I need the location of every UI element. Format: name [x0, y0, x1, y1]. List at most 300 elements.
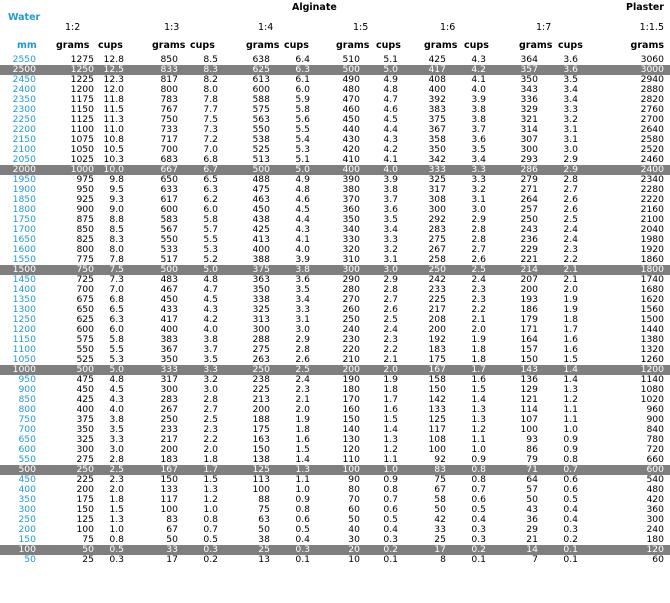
- value-cell: 238: [252, 375, 270, 385]
- value-cell: 138: [252, 455, 270, 465]
- value-cell: 8: [440, 555, 446, 565]
- value-cell: 260: [342, 305, 360, 315]
- value-cell: 2.7: [471, 245, 486, 255]
- value-cell: 12.0: [103, 85, 124, 95]
- value-cell: 300: [76, 445, 94, 455]
- water-mm-cell: 1500: [0, 265, 40, 275]
- table-row: [0, 465, 670, 475]
- value-cell: 1.5: [109, 505, 124, 515]
- value-cell: 6.5: [203, 175, 218, 185]
- value-cell: 3.6: [538, 65, 578, 75]
- value-cell: 0.2: [203, 555, 218, 565]
- value-cell: 2.2: [471, 305, 486, 315]
- value-cell: 2.5: [383, 315, 398, 325]
- water-mm-cell: 1750: [12, 215, 36, 225]
- value-cell: 2.8: [383, 285, 398, 295]
- value-cell: 1.3: [203, 485, 218, 495]
- value-cell: 2.9: [471, 215, 486, 225]
- value-cell: 1.7: [446, 365, 486, 375]
- value-cell: 0.7: [471, 485, 486, 495]
- value-cell: 8.0: [109, 245, 124, 255]
- value-cell: 4.8: [109, 375, 124, 385]
- value-cell: 100: [160, 505, 178, 515]
- value-cell: 11.0: [103, 125, 124, 135]
- value-cell: 1.1: [471, 435, 486, 445]
- alginate-title: Alginate: [292, 2, 337, 13]
- value-cell: 317: [428, 185, 446, 195]
- value-cell: 2.0: [203, 445, 218, 455]
- value-cell: 100: [310, 465, 360, 475]
- value-cell: 213: [252, 395, 270, 405]
- mm-label: mm: [17, 40, 37, 51]
- table-row: [0, 415, 670, 425]
- value-cell: 1.1: [563, 415, 578, 425]
- value-cell: 1200: [578, 365, 670, 375]
- value-cell: 107: [520, 415, 538, 425]
- water-mm-cell: 1600: [12, 245, 36, 255]
- value-cell: 183: [160, 455, 178, 465]
- value-cell: 600: [76, 325, 94, 335]
- water-mm-cell: 2550: [12, 55, 36, 65]
- value-cell: 3.4: [563, 95, 578, 105]
- value-cell: 267: [160, 405, 178, 415]
- value-cell: 817: [160, 75, 178, 85]
- value-cell: 321: [520, 115, 538, 125]
- value-cell: 450: [252, 205, 270, 215]
- table-row: [0, 265, 670, 275]
- value-cell: 2.4: [563, 235, 578, 245]
- value-cell: 2.4: [563, 225, 578, 235]
- value-cell: 25: [218, 545, 270, 555]
- value-cell: 1.2: [383, 445, 398, 455]
- table-row: [0, 425, 670, 435]
- value-cell: 3.3: [563, 105, 578, 115]
- value-cell: 925: [76, 195, 94, 205]
- value-cell: 133: [428, 405, 446, 415]
- value-cell: 1000: [40, 165, 94, 175]
- value-cell: 4.9: [383, 75, 398, 85]
- value-cell: 80: [348, 485, 360, 495]
- value-cell: 275: [252, 345, 270, 355]
- value-cell: 450: [342, 115, 360, 125]
- value-cell: 20: [310, 545, 360, 555]
- value-cell: 10.3: [103, 155, 124, 165]
- water-mm-cell: 400: [18, 485, 36, 495]
- value-cell: 3000: [578, 65, 670, 75]
- value-cell: 3.3: [178, 365, 218, 375]
- value-cell: 220: [342, 345, 360, 355]
- value-cell: 3.4: [295, 295, 310, 305]
- value-cell: 200: [160, 445, 178, 455]
- value-cell: 242: [428, 275, 446, 285]
- value-cell: 5.6: [295, 115, 310, 125]
- ratio-table: [0, 55, 670, 565]
- water-title: Water: [8, 12, 41, 23]
- value-cell: 4.2: [446, 65, 486, 75]
- table-row: [0, 185, 670, 195]
- value-cell: 288: [252, 335, 270, 345]
- value-cell: 314: [520, 125, 538, 135]
- value-cell: 350: [520, 75, 538, 85]
- value-cell: 2.1: [295, 395, 310, 405]
- water-mm-cell: 500: [0, 465, 40, 475]
- value-cell: 1.0: [563, 425, 578, 435]
- value-cell: 3.1: [471, 195, 486, 205]
- value-cell: 50: [166, 535, 178, 545]
- value-cell: 6.4: [295, 55, 310, 65]
- value-cell: 513: [252, 155, 270, 165]
- value-cell: 7.5: [94, 265, 124, 275]
- water-mm-cell: 1300: [12, 305, 36, 315]
- value-cell: 550: [160, 235, 178, 245]
- value-cell: 350: [252, 285, 270, 295]
- value-cell: 240: [646, 525, 664, 535]
- grams-header: grams: [56, 40, 90, 51]
- value-cell: 2.9: [563, 155, 578, 165]
- value-cell: 4.1: [383, 155, 398, 165]
- value-cell: 230: [342, 335, 360, 345]
- value-cell: 3.2: [383, 245, 398, 255]
- value-cell: 2880: [640, 85, 664, 95]
- value-cell: 3.6: [295, 275, 310, 285]
- value-cell: 4.2: [383, 145, 398, 155]
- value-cell: 2.5: [270, 365, 310, 375]
- value-cell: 450: [76, 385, 94, 395]
- table-row: [0, 455, 670, 465]
- value-cell: 0.8: [446, 465, 486, 475]
- value-cell: 400: [310, 165, 360, 175]
- value-cell: 50: [434, 505, 446, 515]
- value-cell: 2580: [640, 135, 664, 145]
- value-cell: 0.5: [471, 505, 486, 515]
- value-cell: 3.8: [270, 265, 310, 275]
- value-cell: 11.8: [103, 95, 124, 105]
- value-cell: 1.2: [471, 425, 486, 435]
- value-cell: 533: [160, 245, 178, 255]
- value-cell: 2.3: [109, 475, 124, 485]
- value-cell: 5.1: [295, 155, 310, 165]
- value-cell: 208: [428, 315, 446, 325]
- value-cell: 257: [520, 205, 538, 215]
- value-cell: 0.2: [360, 545, 398, 555]
- table-row: [0, 395, 670, 405]
- value-cell: 325: [76, 435, 94, 445]
- value-cell: 283: [428, 225, 446, 235]
- value-cell: 3.8: [471, 115, 486, 125]
- value-cell: 300: [520, 145, 538, 155]
- value-cell: 6.2: [203, 195, 218, 205]
- value-cell: 1.6: [563, 335, 578, 345]
- value-cell: 0.8: [203, 515, 218, 525]
- value-cell: 1225: [70, 75, 94, 85]
- table-row: [0, 165, 670, 175]
- value-cell: 750: [160, 115, 178, 125]
- value-cell: 1.5: [471, 385, 486, 395]
- table-row: [0, 105, 670, 115]
- value-cell: 307: [520, 135, 538, 145]
- table-row: [0, 85, 670, 95]
- value-cell: 2.4: [383, 325, 398, 335]
- value-cell: 2520: [640, 145, 664, 155]
- value-cell: 64: [526, 475, 538, 485]
- water-mm-cell: 2200: [12, 125, 36, 135]
- value-cell: 2820: [640, 95, 664, 105]
- water-mm-cell: 1900: [12, 185, 36, 195]
- value-cell: 5.0: [94, 365, 124, 375]
- value-cell: 780: [646, 435, 664, 445]
- value-cell: 1050: [70, 145, 94, 155]
- value-cell: 310: [342, 255, 360, 265]
- value-cell: 4.8: [383, 85, 398, 95]
- cups-header: cups: [284, 40, 309, 51]
- value-cell: 2.0: [471, 325, 486, 335]
- value-cell: 120: [578, 545, 670, 555]
- value-cell: 30: [348, 535, 360, 545]
- grams-header: grams: [424, 40, 458, 51]
- value-cell: 4.8: [203, 275, 218, 285]
- value-cell: 1.8: [471, 355, 486, 365]
- value-cell: 188: [252, 415, 270, 425]
- value-cell: 6.3: [203, 185, 218, 195]
- value-cell: 3.2: [471, 185, 486, 195]
- value-cell: 210: [342, 355, 360, 365]
- value-cell: 2100: [640, 215, 664, 225]
- value-cell: 50: [348, 515, 360, 525]
- table-row: [0, 225, 670, 235]
- value-cell: 183: [428, 345, 446, 355]
- value-cell: 5.2: [203, 255, 218, 265]
- value-cell: 1.1: [295, 475, 310, 485]
- value-cell: 3.9: [471, 95, 486, 105]
- value-cell: 60: [652, 555, 664, 565]
- water-mm-cell: 2000: [0, 165, 40, 175]
- value-cell: 17: [166, 555, 178, 565]
- value-cell: 150: [428, 385, 446, 395]
- value-cell: 3.6: [471, 135, 486, 145]
- table-row: [0, 335, 670, 345]
- value-cell: 125: [76, 515, 94, 525]
- value-cell: 2.8: [471, 225, 486, 235]
- value-cell: 367: [428, 125, 446, 135]
- value-cell: 3.5: [295, 285, 310, 295]
- value-cell: 267: [428, 245, 446, 255]
- value-cell: 0.6: [383, 505, 398, 515]
- water-mm-cell: 1000: [0, 365, 40, 375]
- value-cell: 600: [252, 85, 270, 95]
- value-cell: 0.6: [295, 515, 310, 525]
- value-cell: 7.0: [109, 285, 124, 295]
- value-cell: 1.3: [471, 415, 486, 425]
- table-row: [0, 535, 670, 545]
- water-mm-cell: 1350: [12, 295, 36, 305]
- value-cell: 190: [342, 375, 360, 385]
- value-cell: 525: [252, 145, 270, 155]
- value-cell: 121: [520, 395, 538, 405]
- value-cell: 480: [646, 485, 664, 495]
- value-cell: 2.4: [471, 275, 486, 285]
- value-cell: 1.8: [295, 425, 310, 435]
- value-cell: 250: [342, 315, 360, 325]
- value-cell: 5.8: [295, 105, 310, 115]
- table-row: [0, 435, 670, 445]
- value-cell: 510: [342, 55, 360, 65]
- value-cell: 100: [252, 485, 270, 495]
- value-cell: 271: [520, 185, 538, 195]
- value-cell: 1.5: [563, 355, 578, 365]
- value-cell: 60: [348, 505, 360, 515]
- value-cell: 8.3: [109, 235, 124, 245]
- value-cell: 3.1: [383, 255, 398, 265]
- water-mm-cell: 750: [18, 415, 36, 425]
- value-cell: 5.0: [178, 265, 218, 275]
- value-cell: 300: [160, 385, 178, 395]
- value-cell: 75: [258, 505, 270, 515]
- value-cell: 150: [160, 475, 178, 485]
- value-cell: 175: [252, 425, 270, 435]
- value-cell: 3.6: [383, 205, 398, 215]
- value-cell: 180: [646, 535, 664, 545]
- value-cell: 250: [160, 415, 178, 425]
- value-cell: 0.9: [563, 445, 578, 455]
- value-cell: 4.3: [383, 135, 398, 145]
- value-cell: 540: [646, 475, 664, 485]
- water-mm-cell: 900: [18, 385, 36, 395]
- value-cell: 157: [520, 345, 538, 355]
- grams-header: grams: [630, 40, 664, 51]
- value-cell: 2.5: [94, 465, 124, 475]
- value-cell: 50: [40, 545, 94, 555]
- value-cell: 550: [252, 125, 270, 135]
- value-cell: 450: [160, 295, 178, 305]
- value-cell: 567: [160, 225, 178, 235]
- value-cell: 1.8: [203, 455, 218, 465]
- value-cell: 3.5: [203, 355, 218, 365]
- value-cell: 136: [520, 375, 538, 385]
- value-cell: 900: [646, 415, 664, 425]
- table-row: [0, 205, 670, 215]
- water-mm-cell: 1400: [12, 285, 36, 295]
- value-cell: 300: [428, 205, 446, 215]
- value-cell: 117: [160, 495, 178, 505]
- value-cell: 250: [520, 215, 538, 225]
- value-cell: 3.0: [295, 325, 310, 335]
- value-cell: 214: [486, 265, 538, 275]
- value-cell: 600: [160, 205, 178, 215]
- value-cell: 75: [434, 475, 446, 485]
- value-cell: 217: [428, 305, 446, 315]
- table-row: [0, 515, 670, 525]
- value-cell: 1.0: [360, 465, 398, 475]
- water-mm-cell: 50: [24, 555, 36, 565]
- value-cell: 1.2: [563, 395, 578, 405]
- value-cell: 2.0: [109, 485, 124, 495]
- table-row: [0, 555, 670, 565]
- value-cell: 370: [342, 195, 360, 205]
- value-cell: 0.2: [446, 545, 486, 555]
- value-cell: 2.2: [383, 345, 398, 355]
- value-cell: 4.9: [295, 175, 310, 185]
- value-cell: 1.3: [109, 515, 124, 525]
- value-cell: 633: [160, 185, 178, 195]
- cups-header: cups: [558, 40, 583, 51]
- value-cell: 525: [76, 355, 94, 365]
- value-cell: 3.3: [471, 175, 486, 185]
- value-cell: 800: [160, 85, 178, 95]
- cups-header: cups: [98, 40, 123, 51]
- ratio-label: 1:5: [353, 22, 369, 33]
- table-row: [0, 285, 670, 295]
- value-cell: 417: [160, 315, 178, 325]
- value-cell: 1860: [640, 255, 664, 265]
- value-cell: 6.8: [109, 295, 124, 305]
- value-cell: 1680: [640, 285, 664, 295]
- value-cell: 292: [428, 215, 446, 225]
- table-row: [0, 355, 670, 365]
- value-cell: 200: [76, 485, 94, 495]
- value-cell: 0.7: [538, 465, 578, 475]
- value-cell: 3.5: [471, 145, 486, 155]
- value-cell: 233: [428, 285, 446, 295]
- value-cell: 5.3: [295, 145, 310, 155]
- value-cell: 170: [342, 395, 360, 405]
- value-cell: 367: [160, 345, 178, 355]
- value-cell: 333: [124, 365, 178, 375]
- value-cell: 338: [252, 295, 270, 305]
- value-cell: 25: [434, 535, 446, 545]
- table-body: [0, 55, 670, 565]
- table-row: [0, 485, 670, 495]
- value-cell: 308: [428, 195, 446, 205]
- value-cell: 1440: [640, 325, 664, 335]
- value-cell: 100: [76, 525, 94, 535]
- table-row: [0, 505, 670, 515]
- value-cell: 3.3: [295, 305, 310, 315]
- value-cell: 2.3: [203, 425, 218, 435]
- value-cell: 10.5: [103, 145, 124, 155]
- value-cell: 0.4: [563, 515, 578, 525]
- value-cell: 79: [526, 455, 538, 465]
- value-cell: 0.1: [563, 555, 578, 565]
- value-cell: 0.5: [295, 525, 310, 535]
- value-cell: 3.9: [383, 175, 398, 185]
- value-cell: 0.9: [383, 475, 398, 485]
- value-cell: 5.4: [295, 135, 310, 145]
- water-mm-cell: 450: [18, 475, 36, 485]
- water-mm-cell: 600: [18, 445, 36, 455]
- table-row: [0, 525, 670, 535]
- value-cell: 93: [526, 435, 538, 445]
- value-cell: 2.9: [295, 335, 310, 345]
- value-cell: 0.6: [471, 495, 486, 505]
- value-cell: 200: [520, 285, 538, 295]
- value-cell: 2.2: [563, 255, 578, 265]
- value-cell: 950: [76, 185, 94, 195]
- water-mm-cell: 1800: [12, 205, 36, 215]
- value-cell: 258: [428, 255, 446, 265]
- value-cell: 0.5: [94, 545, 124, 555]
- value-cell: 7.7: [203, 105, 218, 115]
- value-cell: 2.8: [203, 395, 218, 405]
- value-cell: 4.0: [360, 165, 398, 175]
- table-row: [0, 325, 670, 335]
- cups-header: cups: [190, 40, 215, 51]
- water-mm-cell: 850: [18, 395, 36, 405]
- value-cell: 336: [520, 95, 538, 105]
- value-cell: 875: [76, 215, 94, 225]
- value-cell: 420: [342, 145, 360, 155]
- value-cell: 3.0: [563, 145, 578, 155]
- table-row: [0, 175, 670, 185]
